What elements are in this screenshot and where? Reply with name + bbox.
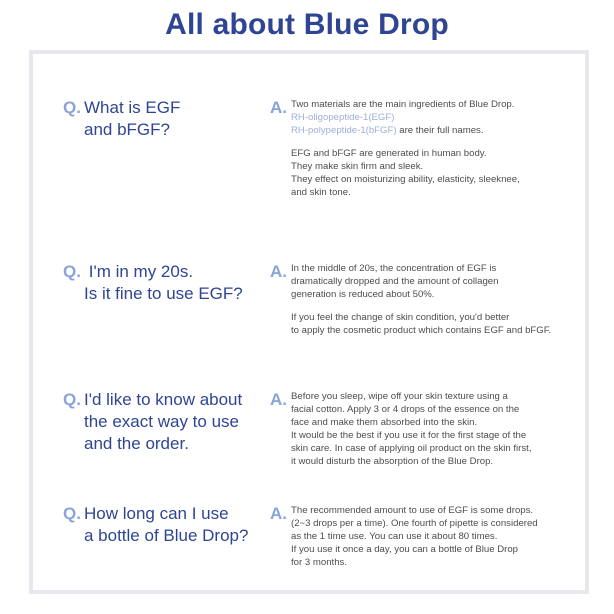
answer-text <box>291 504 576 569</box>
answer-text <box>291 98 576 199</box>
question-marker: Q. <box>63 98 81 117</box>
question-marker: Q. <box>63 262 81 281</box>
answer-marker: A. <box>270 262 287 281</box>
answer-paragraph: Before you sleep, wipe off your skin texture using a facial cotton. Apply 3 or 4 drops of the essence on the face and make them absorbed into the skin. It would be the best if you use it for the first stage of the skin care. In case of applying oil product on the skin first, it would disturb the absorption of the Blue Drop. <box>291 391 532 467</box>
question-marker: Q. <box>63 390 81 409</box>
qa-card <box>29 50 589 594</box>
answer-line: are their full names. <box>396 125 484 136</box>
answer-marker: A. <box>270 504 287 523</box>
question-text: I'd like to know about the exact way to use and the order. <box>84 390 243 453</box>
answer-marker: A. <box>270 98 287 117</box>
answer-paragraph: The recommended amount to use of EGF is some drops. (2~3 drops per a time). One fourth of pipette is considered as the 1 time use. You can use it about 80 times. If you use it once a day, you can a bottle of Blue Drop for 3 months. <box>291 505 538 568</box>
answer-text <box>291 390 576 468</box>
answer-line: Two materials are the main ingredients of Blue Drop. <box>291 99 515 110</box>
answer-text <box>291 262 576 337</box>
answer-paragraph: In the middle of 20s, the concentration of EGF is dramatically dropped and the amount of collagen generation is reduced about 50%. <box>291 263 499 300</box>
page-title: All about Blue Drop <box>165 8 449 41</box>
question-text: What is EGF and bFGF? <box>84 98 181 139</box>
question-text: How long can I use a bottle of Blue Drop? <box>84 504 249 545</box>
bfgf-full-name: RH-polypeptide-1(bFGF) <box>291 125 397 136</box>
answer-paragraph: EFG and bFGF are generated in human body. They make skin firm and sleek. They effect on moisturizing ability, elasticity, sleeknee, and skin tone. <box>291 148 520 198</box>
question-marker: Q. <box>63 504 81 523</box>
question-text: I'm in my 20s. Is it fine to use EGF? <box>84 262 243 303</box>
answer-paragraph: If you feel the change of skin condition, you'd better to apply the cosmetic product which contains EGF and bFGF. <box>291 312 552 336</box>
answer-marker: A. <box>270 390 287 409</box>
egf-full-name: RH-oligopeptide-1(EGF) <box>291 112 395 123</box>
